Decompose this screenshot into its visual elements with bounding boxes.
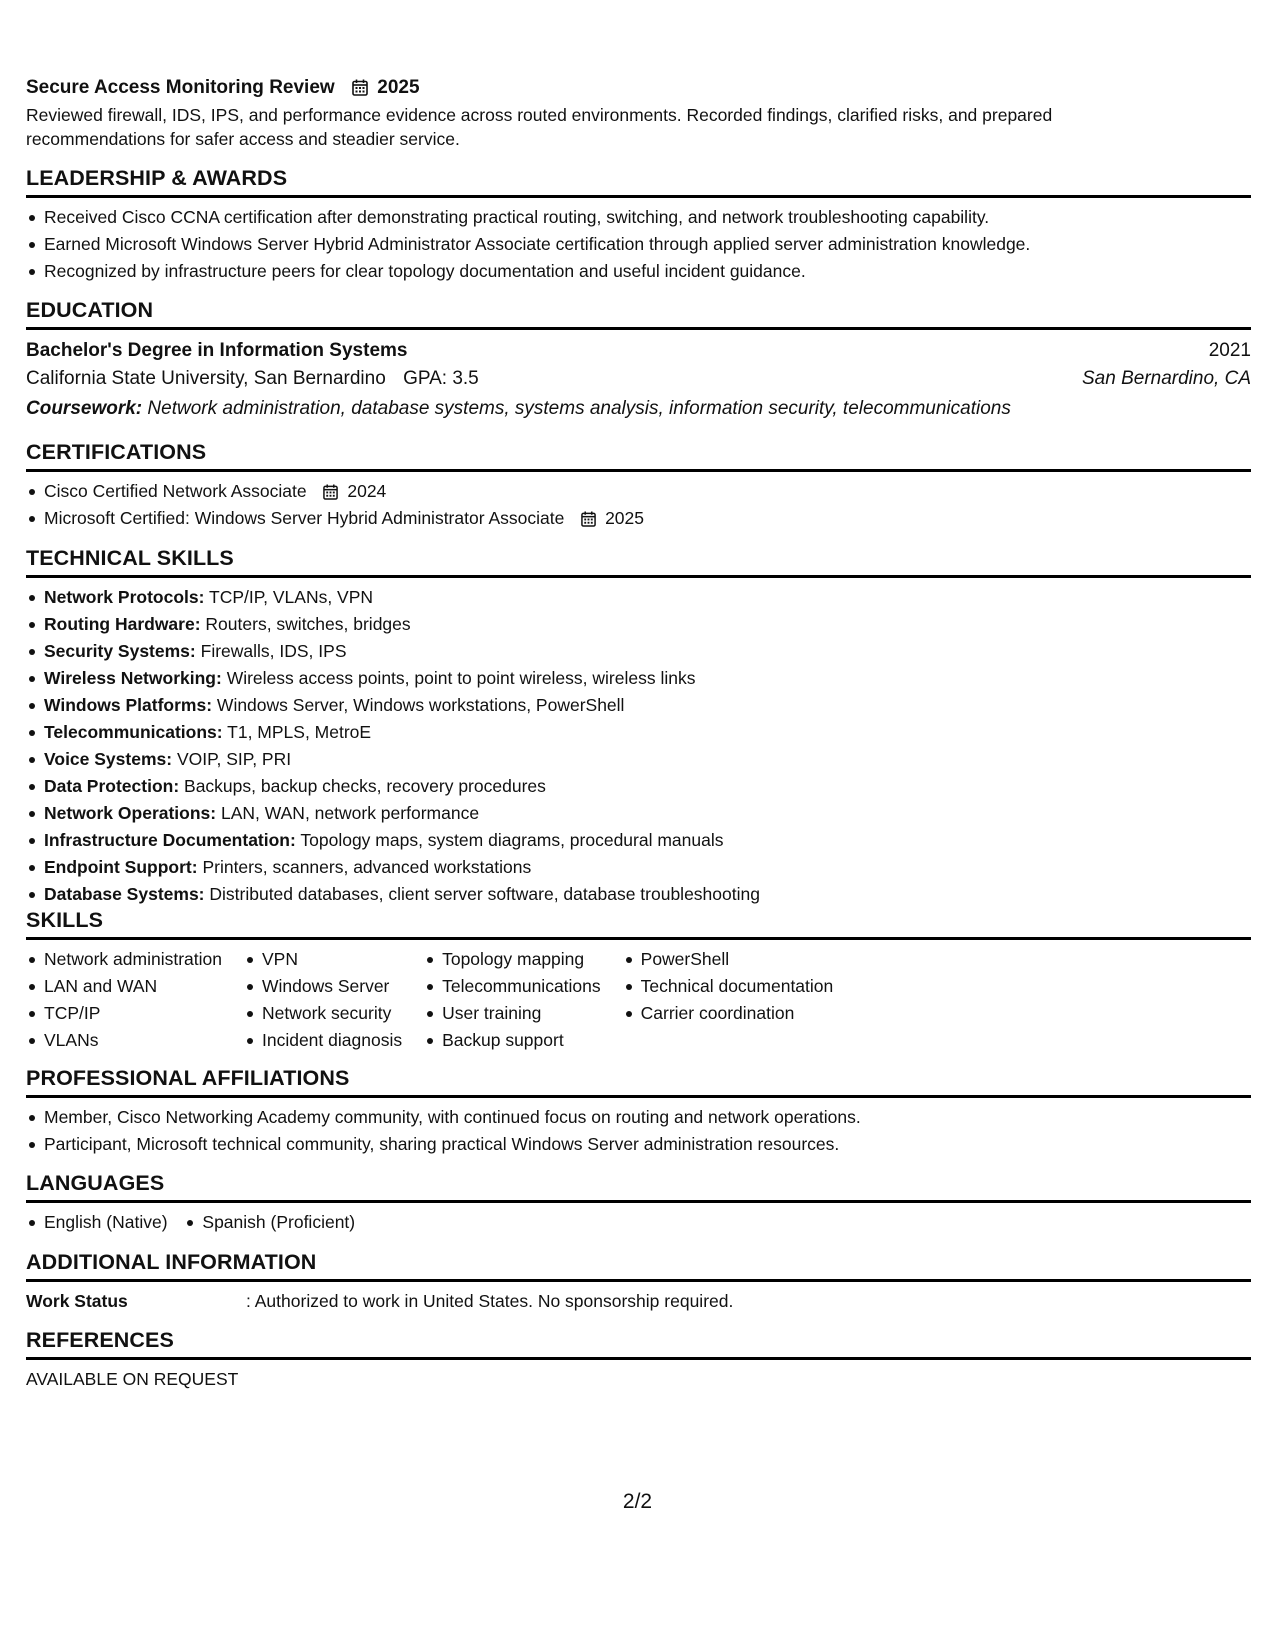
list-item: Backup support (442, 1027, 601, 1054)
skills-column (424, 946, 601, 1054)
skill-label: Endpoint Support: (44, 857, 198, 877)
affiliations-list (26, 1104, 1251, 1158)
certification-item (44, 505, 1251, 532)
list-item (44, 719, 1251, 746)
skill-label: Windows Platforms: (44, 695, 213, 715)
skill-value: Distributed databases, client server software, database troubleshooting (209, 884, 760, 904)
calendar-icon (352, 79, 368, 96)
section-heading: CERTIFICATIONS (26, 440, 1251, 472)
list-item: Received Cisco CCNA certification after demonstrating practical routing, switching, and network troubleshooting capability. (44, 204, 1251, 231)
list-item: VLANs (44, 1027, 222, 1054)
section-references (26, 1328, 1251, 1393)
certification-name: Cisco Certified Network Associate (44, 481, 307, 501)
coursework-label: Coursework: (26, 398, 143, 419)
skill-value: Wireless access points, point to point wireless, wireless links (226, 668, 696, 688)
list-item: Spanish (Proficient) (202, 1209, 355, 1236)
skill-value: TCP/IP, VLANs, VPN (209, 587, 374, 607)
section-heading: EDUCATION (26, 298, 1251, 330)
skill-value: Windows Server, Windows workstations, PowerShell (216, 695, 625, 715)
list-item: Technical documentation (641, 973, 834, 1000)
skill-label: Routing Hardware: (44, 614, 201, 634)
section-heading: SKILLS (26, 908, 1251, 940)
page-number: 2/2 (622, 1490, 653, 1513)
certification-name: Microsoft Certified: Windows Server Hybrid Administrator Associate (44, 508, 565, 528)
project-year: 2025 (377, 77, 420, 98)
list-item (44, 584, 1251, 611)
calendar-icon (323, 484, 338, 500)
skill-label: Network Protocols: (44, 587, 205, 607)
section-affiliations (26, 1066, 1251, 1158)
references-text: AVAILABLE ON REQUEST (26, 1369, 239, 1389)
skill-value: VOIP, SIP, PRI (176, 749, 292, 769)
skills-column (623, 946, 834, 1054)
certification-year: 2024 (347, 481, 387, 501)
skill-label: Database Systems: (44, 884, 205, 904)
graduation-year: 2021 (1208, 340, 1251, 361)
work-status-value: : Authorized to work in United States. No sponsorship required. (246, 1291, 734, 1311)
languages-list (26, 1209, 1251, 1236)
list-item: User training (442, 1000, 601, 1027)
list-item (44, 827, 1251, 854)
list-item: PowerShell (641, 946, 834, 973)
section-heading: LANGUAGES (26, 1171, 1251, 1203)
skill-label: Telecommunications: (44, 722, 223, 742)
section-heading: ADDITIONAL INFORMATION (26, 1250, 1251, 1282)
project-description: Reviewed firewall, IDS, IPS, and performance evidence across routed environments. Recorded findings, clarified risks, and prepared recommendations for safer access and steadier service. (26, 105, 1053, 149)
degree-title: Bachelor's Degree in Information Systems (26, 340, 408, 361)
coursework (26, 394, 1251, 424)
skill-label: Wireless Networking: (44, 668, 222, 688)
list-item: Participant, Microsoft technical community, sharing practical Windows Server administration resources. (44, 1131, 1251, 1158)
list-item: English (Native) (44, 1209, 168, 1236)
list-item: Topology mapping (442, 946, 601, 973)
list-item: Member, Cisco Networking Academy community, with continued focus on routing and network operations. (44, 1104, 1251, 1131)
section-leadership (26, 166, 1251, 285)
section-heading: PROFESSIONAL AFFILIATIONS (26, 1066, 1251, 1098)
work-status-label: Work Status (26, 1291, 128, 1311)
list-item (44, 881, 1251, 908)
calendar-icon (581, 511, 596, 527)
list-item: LAN and WAN (44, 973, 222, 1000)
skill-value: Backups, backup checks, recovery procedures (184, 776, 546, 796)
technical-skills-list (26, 584, 1251, 908)
section-education (26, 298, 1251, 424)
list-item: Earned Microsoft Windows Server Hybrid Administrator Associate certification through applied server administration knowledge. (44, 231, 1251, 258)
skill-label: Voice Systems: (44, 749, 173, 769)
list-item: Network administration (44, 946, 222, 973)
skill-value: Routers, switches, bridges (205, 614, 411, 634)
skills-columns (26, 946, 1251, 1054)
section-languages (26, 1171, 1251, 1236)
list-item: Windows Server (262, 973, 402, 1000)
skills-column (244, 946, 402, 1054)
skill-value: T1, MPLS, MetroE (227, 722, 372, 742)
list-item (44, 638, 1251, 665)
list-item: Network security (262, 1000, 402, 1027)
project-entry (26, 76, 1251, 151)
gpa: GPA: 3.5 (403, 368, 479, 389)
skill-label: Infrastructure Documentation: (44, 830, 296, 850)
skill-value: LAN, WAN, network performance (221, 803, 480, 823)
list-item (44, 746, 1251, 773)
section-technical-skills (26, 546, 1251, 908)
coursework-list: Network administration, database systems, systems analysis, information security, telecommunications (147, 398, 1011, 419)
certification-item (44, 478, 1251, 505)
certification-list (26, 478, 1251, 532)
section-heading: TECHNICAL SKILLS (26, 546, 1251, 578)
list-item: TCP/IP (44, 1000, 222, 1027)
leadership-list (26, 204, 1251, 285)
skill-value: Firewalls, IDS, IPS (200, 641, 347, 661)
list-item (44, 854, 1251, 881)
section-heading: REFERENCES (26, 1328, 1251, 1360)
list-item (44, 773, 1251, 800)
list-item: Telecommunications (442, 973, 601, 1000)
list-item (44, 665, 1251, 692)
list-item (44, 611, 1251, 638)
certification-year: 2025 (605, 508, 644, 528)
list-item: Incident diagnosis (262, 1027, 402, 1054)
list-item (44, 692, 1251, 719)
skill-label: Data Protection: (44, 776, 180, 796)
section-heading: LEADERSHIP & AWARDS (26, 166, 1251, 198)
section-additional-info (26, 1250, 1251, 1315)
school-location: San Bernardino, CA (1082, 368, 1251, 389)
list-item: Recognized by infrastructure peers for clear topology documentation and useful incident guidance. (44, 258, 1251, 285)
skill-label: Network Operations: (44, 803, 217, 823)
project-title: Secure Access Monitoring Review (26, 77, 335, 98)
section-certifications (26, 440, 1251, 532)
list-item: VPN (262, 946, 402, 973)
skill-value: Topology maps, system diagrams, procedural manuals (300, 830, 724, 850)
section-skills (26, 908, 1251, 1054)
school-name: California State University, San Bernardino (26, 368, 386, 389)
skill-value: Printers, scanners, advanced workstations (202, 857, 532, 877)
list-item (44, 800, 1251, 827)
skills-column (26, 946, 222, 1054)
skill-label: Security Systems: (44, 641, 196, 661)
list-item: Carrier coordination (641, 1000, 834, 1027)
